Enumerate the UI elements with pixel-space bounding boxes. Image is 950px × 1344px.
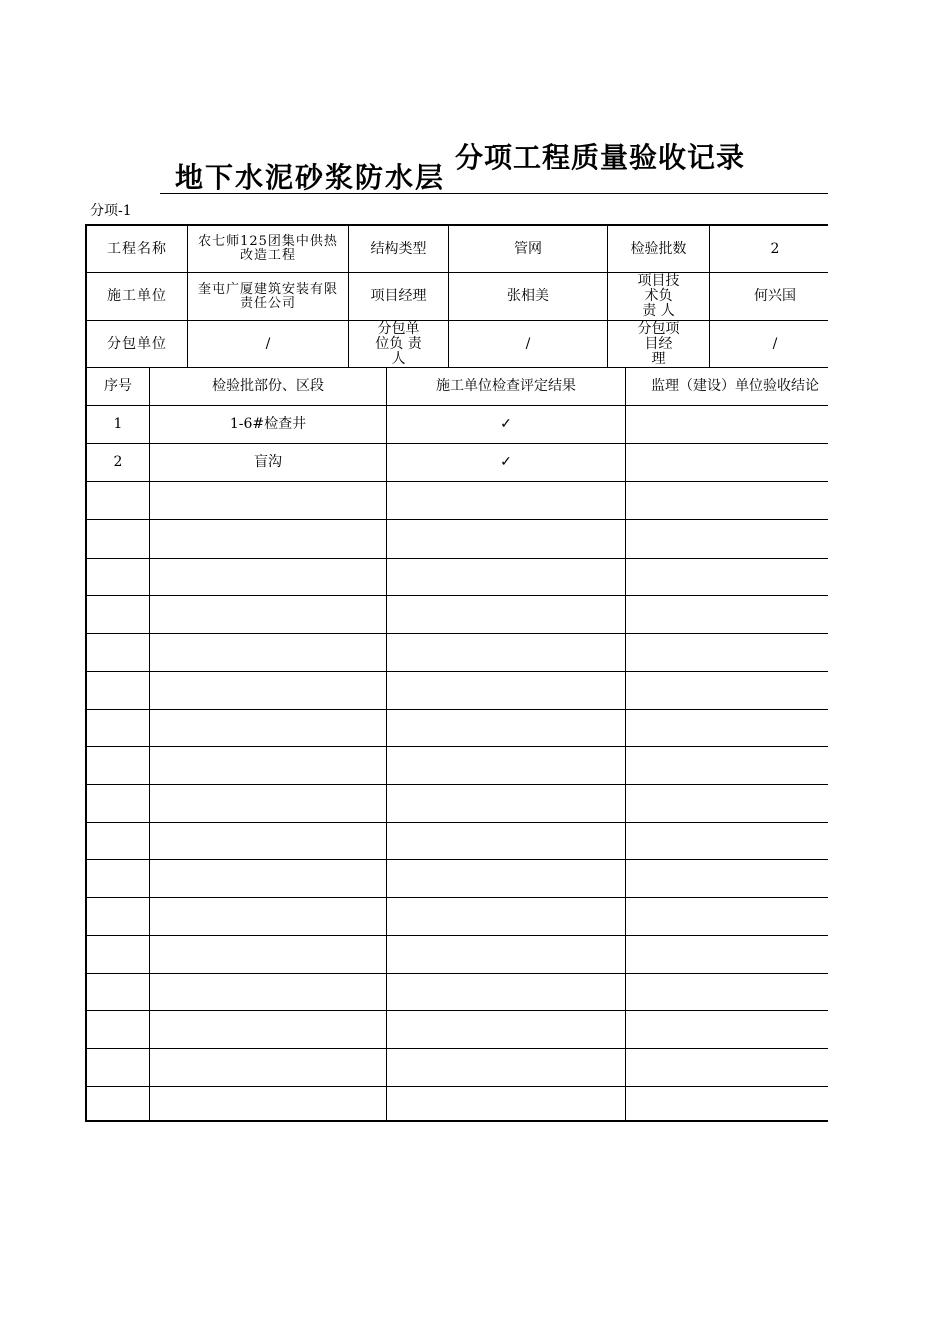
row-conclusion <box>626 1011 828 1049</box>
row-section: 1-6#检查井 <box>150 406 387 444</box>
row-result <box>387 785 626 823</box>
row-result <box>387 936 626 974</box>
row-section <box>150 559 387 596</box>
row-section <box>150 710 387 747</box>
row-result: ✓ <box>387 444 626 482</box>
row-no <box>87 559 150 596</box>
row-no <box>87 785 150 823</box>
row-conclusion <box>626 936 828 974</box>
row-conclusion <box>626 860 828 898</box>
row-result <box>387 520 626 559</box>
row-section <box>150 747 387 785</box>
row-conclusion <box>626 559 828 596</box>
batch-count-label: 检验批数 <box>608 226 710 273</box>
row-result <box>387 672 626 710</box>
row-result <box>387 974 626 1011</box>
row-section <box>150 482 387 520</box>
row-no <box>87 823 150 860</box>
sub-manager-value: / <box>710 321 828 368</box>
row-conclusion <box>626 710 828 747</box>
row-result <box>387 1049 626 1087</box>
project-name-label: 工程名称 <box>87 226 188 273</box>
row-result <box>387 634 626 672</box>
row-no: 1 <box>87 406 150 444</box>
row-result: ✓ <box>387 406 626 444</box>
row-no <box>87 710 150 747</box>
row-result <box>387 1087 626 1122</box>
row-no: 2 <box>87 444 150 482</box>
row-no <box>87 1011 150 1049</box>
row-result <box>387 898 626 936</box>
row-conclusion <box>626 634 828 672</box>
column-header-no: 序号 <box>87 368 150 406</box>
row-conclusion <box>626 747 828 785</box>
row-result <box>387 860 626 898</box>
row-conclusion <box>626 406 828 444</box>
row-section <box>150 1087 387 1122</box>
row-conclusion <box>626 823 828 860</box>
row-result <box>387 596 626 634</box>
row-no <box>87 898 150 936</box>
row-no <box>87 936 150 974</box>
sub-manager-label: 分包项目经 理 <box>608 321 710 368</box>
construction-unit-value: 奎屯广厦建筑安装有限责任公司 <box>188 273 349 321</box>
row-section: 盲沟 <box>150 444 387 482</box>
row-no <box>87 672 150 710</box>
row-result <box>387 823 626 860</box>
construction-unit-label: 施工单位 <box>87 273 188 321</box>
row-section <box>150 823 387 860</box>
row-conclusion <box>626 444 828 482</box>
row-no <box>87 860 150 898</box>
row-section <box>150 785 387 823</box>
project-name-value: 农七师125团集中供热改造工程 <box>188 226 349 273</box>
row-conclusion <box>626 672 828 710</box>
row-section <box>150 898 387 936</box>
row-no <box>87 596 150 634</box>
row-conclusion <box>626 520 828 559</box>
row-conclusion <box>626 974 828 1011</box>
row-conclusion <box>626 785 828 823</box>
row-conclusion <box>626 596 828 634</box>
row-section <box>150 1049 387 1087</box>
batch-count-value: 2 <box>710 226 828 273</box>
row-conclusion <box>626 898 828 936</box>
inspection-record-table <box>85 224 828 1122</box>
row-no <box>87 482 150 520</box>
row-section <box>150 936 387 974</box>
subcontractor-label: 分包单位 <box>87 321 188 368</box>
row-result <box>387 1011 626 1049</box>
tech-lead-label: 项目技术负 责 人 <box>608 273 710 321</box>
row-result <box>387 482 626 520</box>
row-no <box>87 1049 150 1087</box>
row-section <box>150 634 387 672</box>
sub-lead-label: 分包单位负 责 人 <box>349 321 449 368</box>
column-header-result: 施工单位检查评定结果 <box>387 368 626 406</box>
project-manager-value: 张相美 <box>449 273 608 321</box>
row-no <box>87 520 150 559</box>
project-manager-label: 项目经理 <box>349 273 449 321</box>
row-no <box>87 974 150 1011</box>
row-section <box>150 520 387 559</box>
subcontractor-value: / <box>188 321 349 368</box>
row-conclusion <box>626 1049 828 1087</box>
row-section <box>150 596 387 634</box>
form-code: 分项-1 <box>90 203 132 219</box>
row-result <box>387 710 626 747</box>
row-conclusion <box>626 482 828 520</box>
tech-lead-value: 何兴国 <box>710 273 828 321</box>
row-no <box>87 1087 150 1122</box>
row-section <box>150 672 387 710</box>
column-header-section: 检验批部份、区段 <box>150 368 387 406</box>
column-header-conclusion: 监理（建设）单位验收结论 <box>626 368 828 406</box>
document-title: 分项工程质量验收记录 <box>455 141 746 174</box>
row-section <box>150 860 387 898</box>
structure-type-value: 管网 <box>449 226 608 273</box>
row-no <box>87 634 150 672</box>
document-subtitle: 地下水泥砂浆防水层 <box>175 161 446 194</box>
row-result <box>387 559 626 596</box>
structure-type-label: 结构类型 <box>349 226 449 273</box>
row-conclusion <box>626 1087 828 1122</box>
row-section <box>150 1011 387 1049</box>
row-result <box>387 747 626 785</box>
sub-lead-value: / <box>449 321 608 368</box>
row-section <box>150 974 387 1011</box>
title-underline <box>160 193 828 194</box>
row-no <box>87 747 150 785</box>
